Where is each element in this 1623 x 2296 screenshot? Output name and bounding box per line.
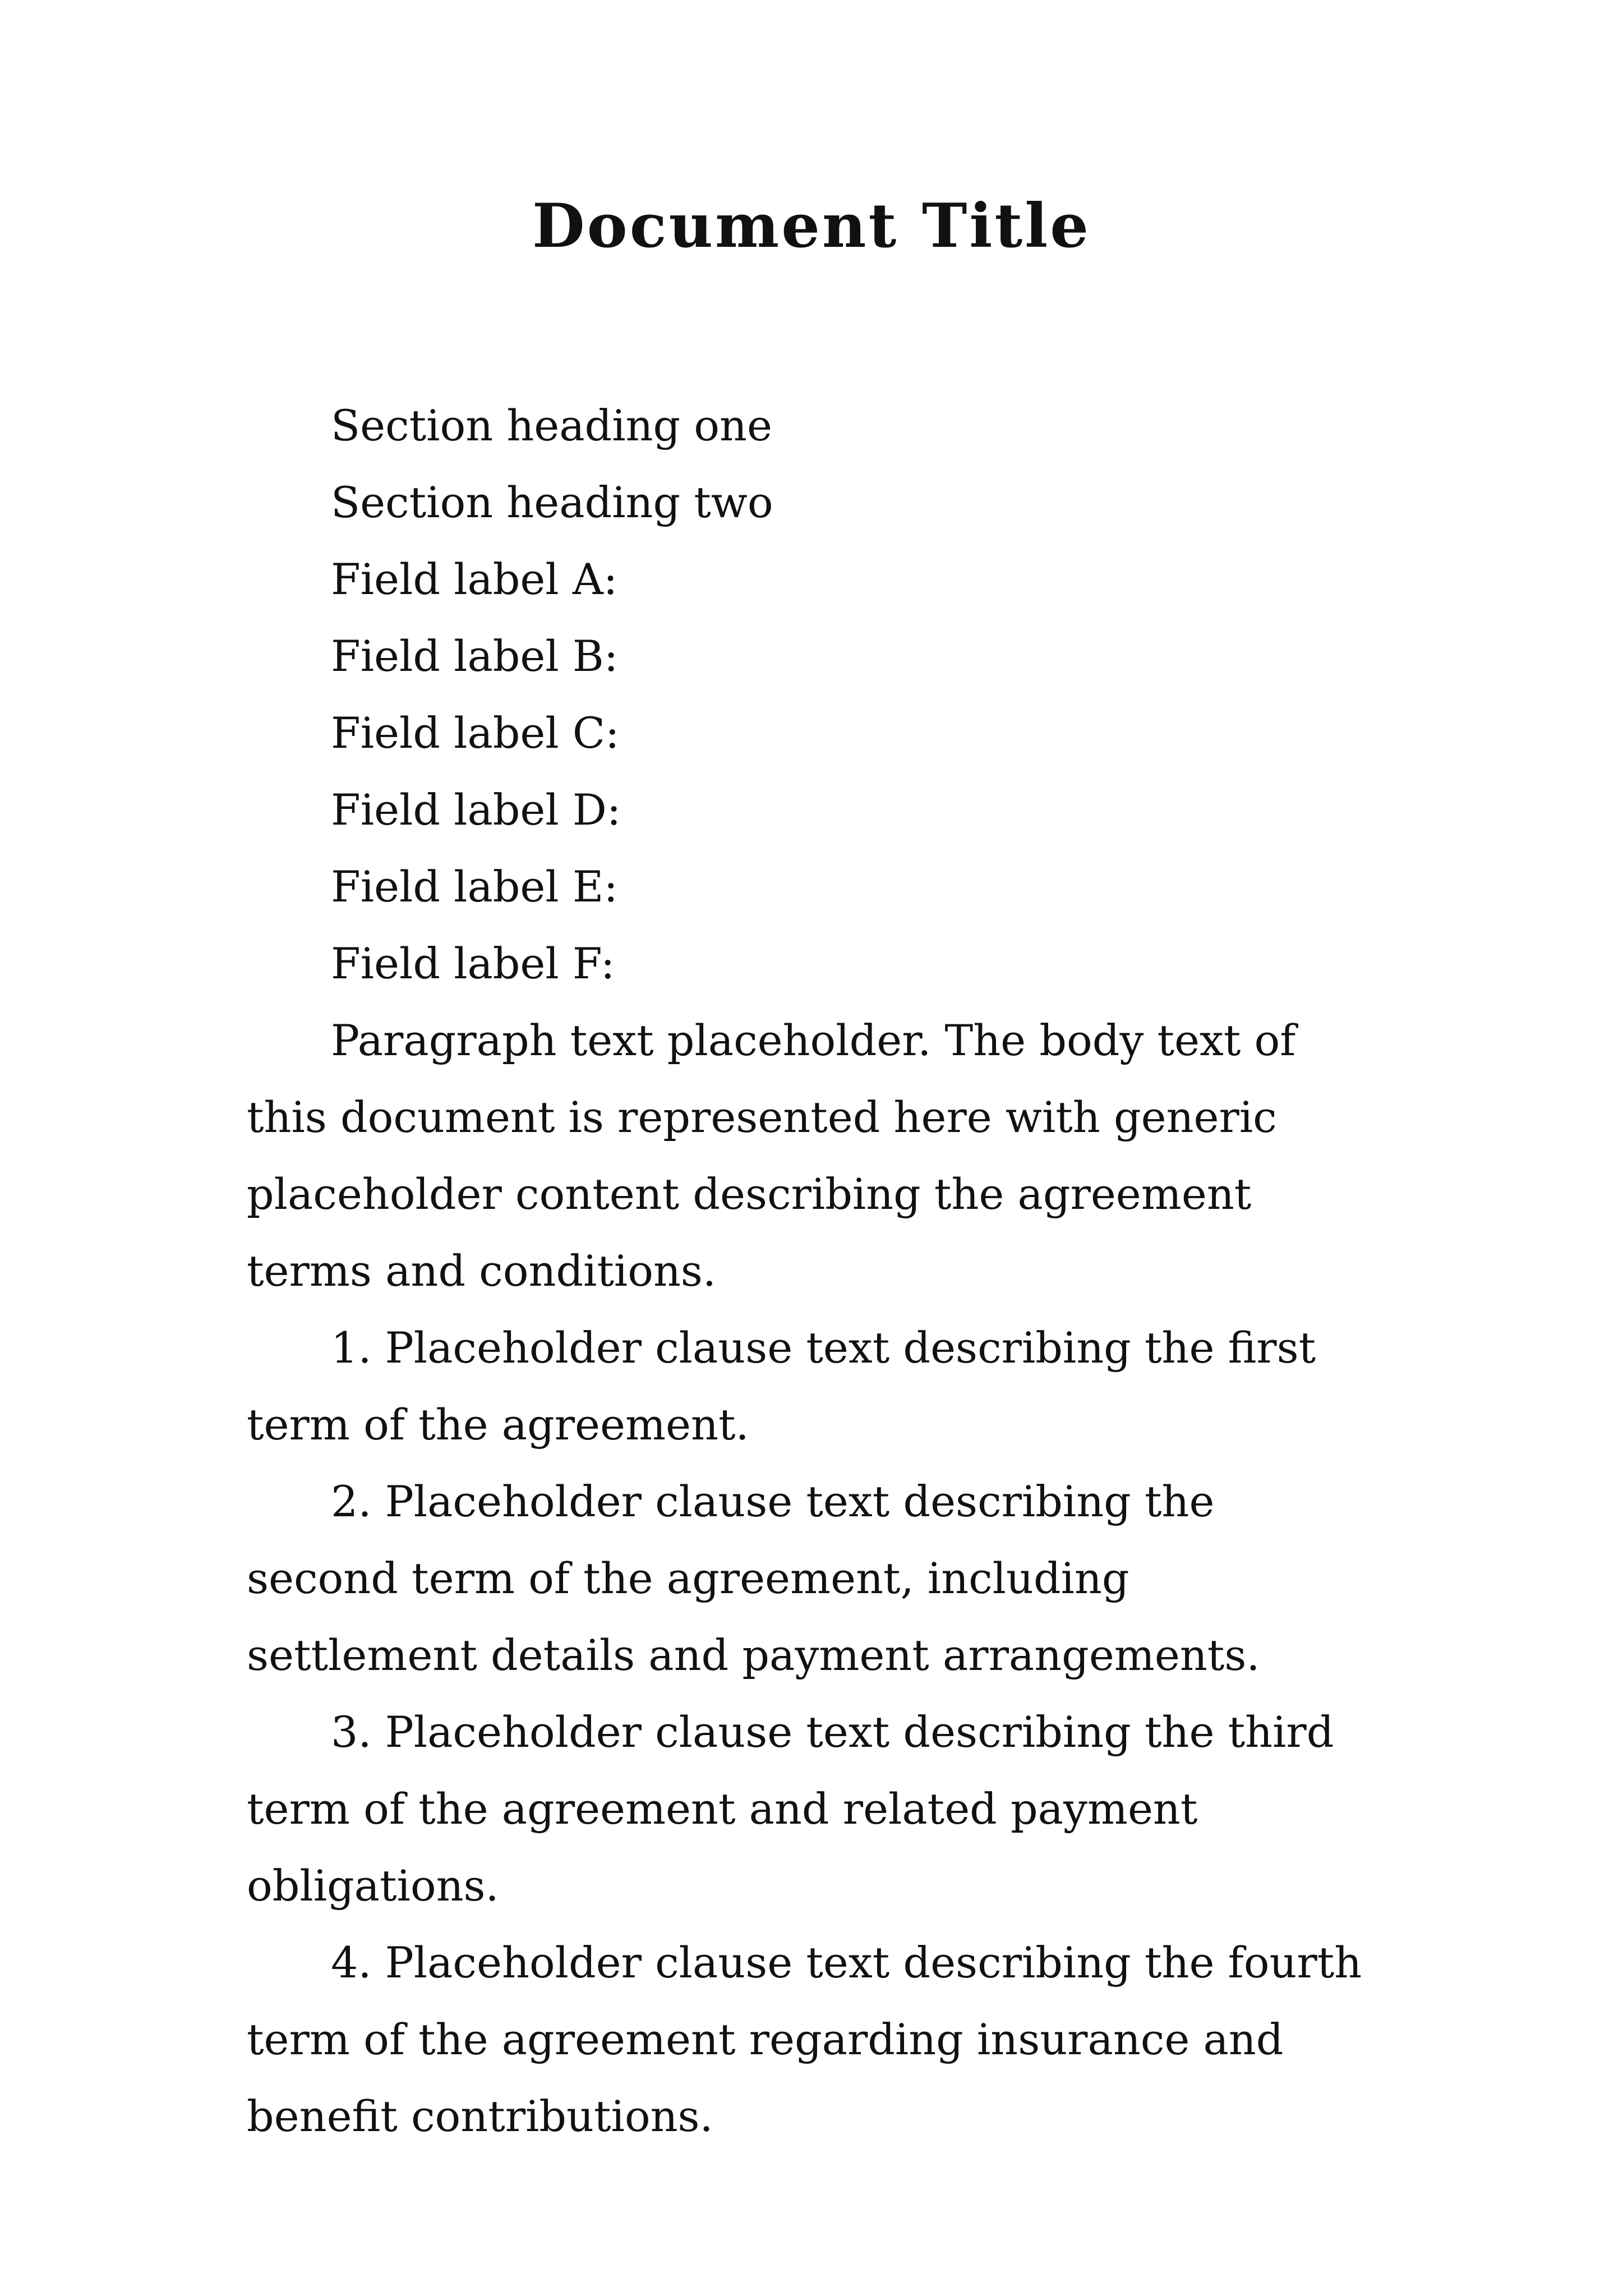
field-label: Field label D: — [331, 785, 621, 835]
body-paragraph: Paragraph text placeholder. The body text of this document is represented here with generic placeholder content describing the agreement terms and conditions. — [247, 1015, 1296, 1296]
document-title: Document Title — [532, 191, 1091, 261]
field-label: Field label B: — [331, 631, 619, 681]
field-label: Field label A: — [331, 554, 618, 604]
document-body — [247, 387, 1368, 2155]
field-label: Field label F: — [331, 938, 615, 988]
clause-paragraph: 1. Placeholder clause text describing the first term of the agreement. — [247, 1323, 1316, 1450]
field-label: Field label C: — [331, 708, 620, 758]
clause-paragraph: 3. Placeholder clause text describing the third term of the agreement and related payment obligations. — [247, 1707, 1334, 1911]
subtitle-line: Section heading one — [331, 401, 772, 450]
clause-paragraph: 4. Placeholder clause text describing the fourth term of the agreement regarding insurance and benefit contributions. — [247, 1938, 1362, 2141]
clause-paragraph: 2. Placeholder clause text describing the second term of the agreement, including settlement details and payment arrangements. — [247, 1476, 1260, 1680]
section-heading: Section heading two — [331, 477, 773, 527]
field-label: Field label E: — [331, 862, 618, 912]
